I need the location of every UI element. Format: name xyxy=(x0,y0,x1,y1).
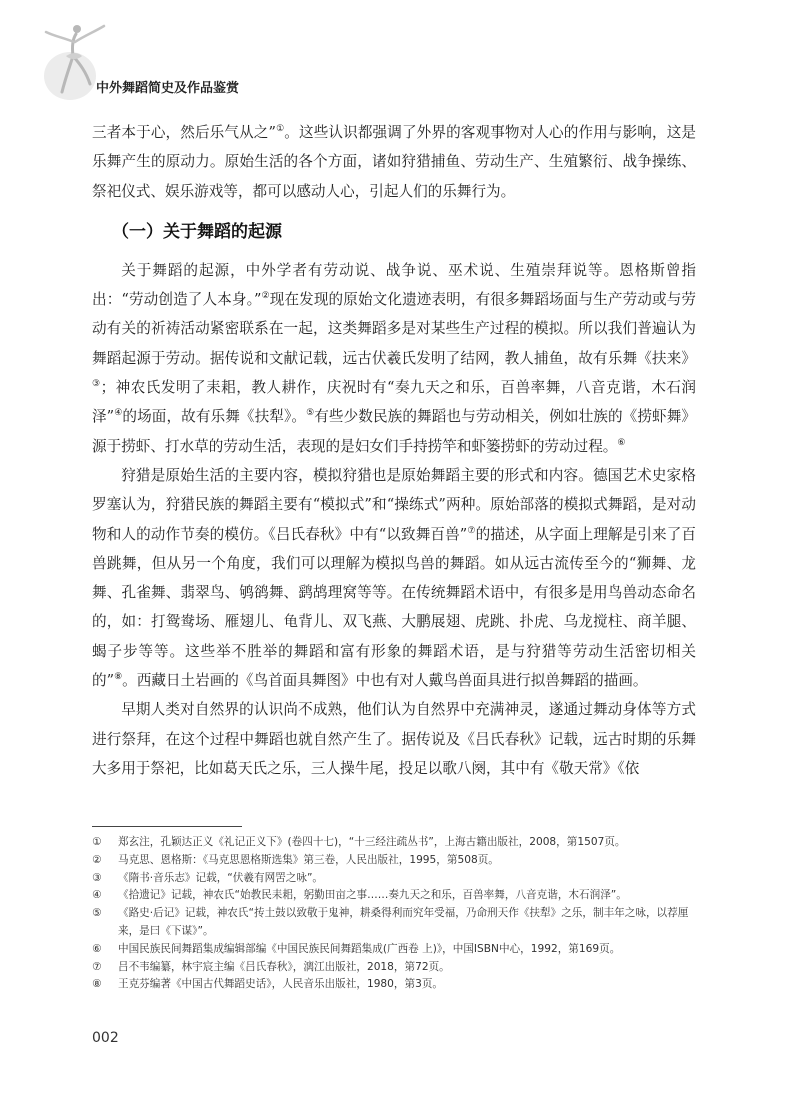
paragraph: 狩猎是原始生活的主要内容，模拟狩猎也是原始舞蹈主要的形式和内容。德国艺术史家格罗塞认为，狩猎民族的舞蹈主要有“模拟式”和“操练式”两种。原始部落的模拟式舞蹈，是对动物和人的动作节奏的模仿。《吕氏春秋》中有“以致舞百兽”⑦的描述，从字面上理解是引来了百兽跳舞，但从另一个角度，我们可以理解为模拟鸟兽的舞蹈。如从远古流传至今的“狮舞、龙舞、孔雀舞、翡翠鸟、鸲鹆舞、鹞鸪理窝等等。在传统舞蹈术语中，有很多是用鸟兽动态命名的，如：打鸳鸯场、雁翅儿、龟背儿、双飞燕、大鹏展翅、虎跳、扑虎、乌龙搅柱、商羊腿、蝎子步等等。这些举不胜举的舞蹈和富有形象的舞蹈术语，是与狩猎等劳动生活密切相关的”⑧。西藏日土岩画的《鸟首面具舞图》中也有对人戴鸟兽面具进行拟兽舞蹈的描画。 xyxy=(92,466,696,690)
running-header-title: 中外舞蹈简史及作品鉴赏 xyxy=(96,81,240,96)
footnote-item: ④ 《拾遗记》记载，神农氏“始教民耒耜，躬勤田亩之事……奏九天之和乐，百兽率舞，八音克谐，木石润泽”。 xyxy=(92,889,627,902)
paragraph: 早期人类对自然界的认识尚不成熟，他们认为自然界中充满神灵，遂通过舞动身体等方式进行祭拜，在这个过程中舞蹈也就自然产生了。据传说及《吕氏春秋》记载，远古时期的乐舞大多用于祭祀，比如葛天氏之乐，三人操牛尾，投足以歌八阕，其中有《敬天常》《依 xyxy=(92,701,696,777)
footnote-item: ③ 《隋书·音乐志》记载，“伏羲有网罟之咏”。 xyxy=(92,871,324,884)
footnotes xyxy=(92,834,696,994)
footnote-ref[interactable]: ⑧ xyxy=(114,672,123,683)
page-number: 002 xyxy=(92,1030,119,1046)
footnote-item: ⑦ 吕不韦编纂，林宇宸主编《吕氏春秋》，漓江出版社，2018，第72页。 xyxy=(92,960,450,973)
footnote-item: ① 郑玄注，孔颖达正义《礼记正义下》(卷四十七)，“十三经注疏丛书”，上海古籍出版社，2008，第1507页。 xyxy=(92,836,626,848)
footnote-ref[interactable]: ⑦ xyxy=(467,525,476,536)
footnote-ref[interactable]: ② xyxy=(261,291,270,302)
footnote-ref[interactable]: ③ xyxy=(92,379,101,390)
section-heading: （一）关于舞蹈的起源 xyxy=(112,221,282,242)
paragraph: 关于舞蹈的起源，中外学者有劳动说、战争说、巫术说、生殖崇拜说等。恩格斯曾指出：“劳动创造了人本身。”②现在发现的原始文化遗迹表明，有很多舞蹈场面与生产劳动或与劳动有关的祈祷活动紧密联系在一起，这类舞蹈多是对某些生产过程的模拟。所以我们普遍认为舞蹈起源于劳动。据传说和文献记载，远古伏羲氏发明了结网，教人捕鱼，故有乐舞《扶来》③；神农氏发明了耒耜，教人耕作，庆祝时有“奏九天之和乐，百兽率舞，八音克谐，木石润泽”④的场面，故有乐舞《扶犁》。⑤有些少数民族的舞蹈也与劳动相关，例如壮族的《捞虾舞》源于捞虾、打水草的劳动生活，表现的是妇女们手持捞竿和虾篓捞虾的劳动过程。⑥ xyxy=(92,261,696,455)
footnote-divider xyxy=(92,826,242,827)
footnote-item: ② 马克思、恩格斯：《马克思恩格斯选集》第三卷，人民出版社，1995，第508页。 xyxy=(92,853,499,866)
body-text xyxy=(92,118,696,783)
footnote-ref[interactable]: ⑤ xyxy=(306,408,315,419)
footnote-ref[interactable]: ④ xyxy=(114,408,123,419)
footnote-item: ⑤ 《路史·后记》记载，神农氏“抟土鼓以致敬于鬼神，耕桑得利而究年受福，乃命刑天作《扶犁》之乐，制丰年之咏，以荐厘来，是曰《下谋》”。 xyxy=(92,907,689,937)
footnote-item: ⑧ 王克芬编著《中国古代舞蹈史话》，人民音乐出版社，1980，第3页。 xyxy=(92,978,444,991)
paragraph: 三者本于心，然后乐气从之”①。这些认识都强调了外界的客观事物对人心的作用与影响，这是乐舞产生的原动力。原始生活的各个方面，诸如狩猎捕鱼、劳动生产、生殖繁衍、战争操练、祭祀仪式、娱乐游戏等，都可以感动人心，引起人们的乐舞行为。 xyxy=(92,124,696,200)
footnote-ref[interactable]: ⑥ xyxy=(617,437,626,448)
footnote-item: ⑥ 中国民族民间舞蹈集成编辑部编《中国民族民间舞蹈集成(广西卷 上)》，中国ISBN中心，1992，第169页。 xyxy=(92,942,621,955)
footnote-ref[interactable]: ① xyxy=(275,124,285,135)
